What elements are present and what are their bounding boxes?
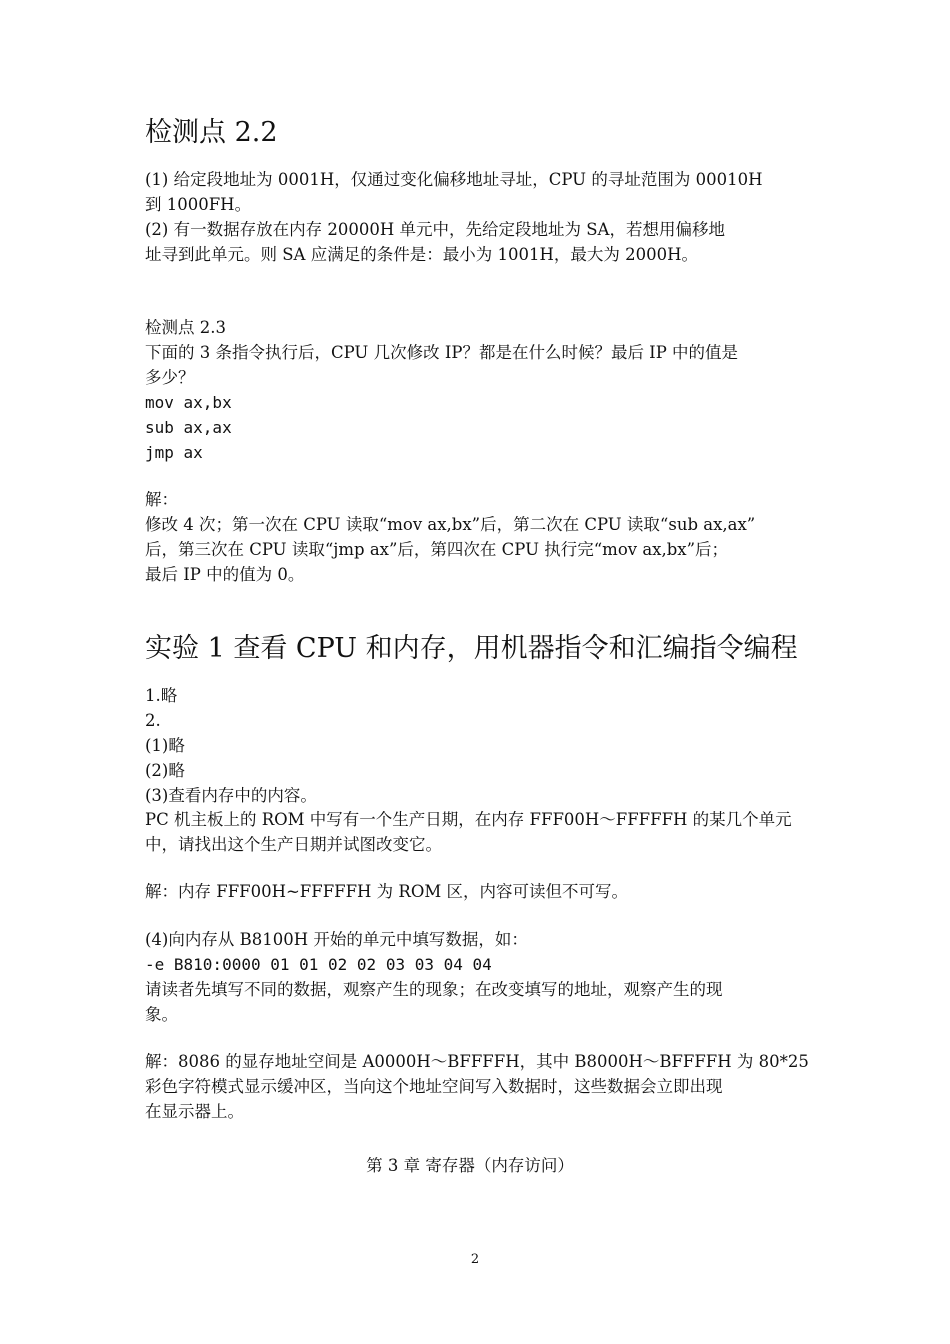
answer-4-line: 在显示器上。 — [145, 1102, 244, 1121]
section-2-3-question-line: 多少？ — [145, 368, 195, 387]
section-2-2-line: 址寻到此单元。则 SA 应满足的条件是：最小为 1001H，最大为 2000H。 — [145, 245, 698, 264]
experiment-1-line: 2. — [145, 711, 161, 730]
experiment-1-line: 中，请找出这个生产日期并试图改变它。 — [145, 835, 442, 854]
answer-label: 解： — [145, 490, 178, 509]
part-4-line: 请读者先填写不同的数据，观察产生的现象；在改变填写的地址，观察产生的现 — [145, 980, 723, 999]
answer-4-line: 解：8086 的显存地址空间是 A0000H～BFFFFH，其中 B8000H～BFFFFH 为 80*25 — [145, 1052, 809, 1071]
experiment-1-line: (2)略 — [145, 761, 185, 780]
section-2-3-answer-line: 修改 4 次；第一次在 CPU 读取“mov ax,bx”后，第二次在 CPU 读取“sub ax,ax” — [145, 515, 756, 534]
experiment-1-heading: 实验 1 查看 CPU 和内存，用机器指令和汇编指令编程 — [145, 633, 798, 664]
experiment-1-line: PC 机主板上的 ROM 中写有一个生产日期，在内存 FFF00H～FFFFFH 的某几个单元 — [145, 810, 792, 829]
section-2-2-line: (2) 有一数据存放在内存 20000H 单元中，先给定段地址为 SA，若想用偏移地 — [145, 220, 725, 239]
part-4-command-line: -e B810:0000 01 01 02 02 03 03 04 04 — [145, 955, 492, 974]
code-line: mov ax,bx — [145, 393, 232, 412]
part-4-line: (4)向内存从 B8100H 开始的单元中填写数据，如： — [145, 930, 528, 949]
code-line: sub ax,ax — [145, 418, 232, 437]
chapter-3-title: 第 3 章 寄存器（内存访问） — [366, 1156, 574, 1175]
code-line: jmp ax — [145, 443, 203, 462]
section-2-3-question-line: 下面的 3 条指令执行后，CPU 几次修改 IP？都是在什么时候？最后 IP 中的值是 — [145, 343, 739, 362]
section-2-3-heading: 检测点 2.3 — [145, 318, 226, 337]
section-2-2-line: (1) 给定段地址为 0001H，仅通过变化偏移地址寻址，CPU 的寻址范围为 00010H — [145, 170, 763, 189]
section-2-3-answer-line: 后，第三次在 CPU 读取“jmp ax”后，第四次在 CPU 执行完“mov ax,bx”后； — [145, 540, 729, 559]
experiment-1-line: (1)略 — [145, 736, 185, 755]
page-number: 2 — [470, 1252, 480, 1267]
answer-3-line: 解：内存 FFF00H~FFFFFH 为 ROM 区，内容可读但不可写。 — [145, 882, 629, 901]
part-4-line: 象。 — [145, 1005, 178, 1024]
experiment-1-line: (3)查看内存中的内容。 — [145, 786, 317, 805]
answer-4-line: 彩色字符模式显示缓冲区，当向这个地址空间写入数据时，这些数据会立即出现 — [145, 1077, 723, 1096]
section-2-2-heading: 检测点 2.2 — [145, 117, 278, 148]
experiment-1-line: 1.略 — [145, 686, 178, 705]
section-2-3-answer-line: 最后 IP 中的值为 0。 — [145, 565, 305, 584]
section-2-2-line: 到 1000FH。 — [145, 195, 252, 214]
